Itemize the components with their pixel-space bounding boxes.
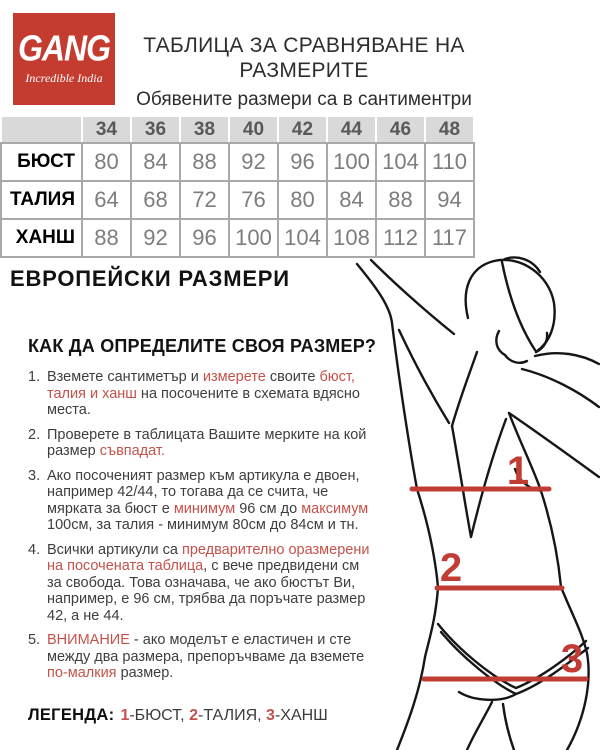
instruction-number: 2. (28, 426, 41, 443)
waist-line-label: 2 (439, 546, 463, 590)
brand-tagline: Incredible India (25, 71, 103, 85)
size-column-header: 38 (180, 116, 229, 143)
highlighted-text: бюст, талия и ханш (47, 369, 355, 402)
instruction-number: 5. (28, 632, 41, 648)
highlighted-text: съвпадат. (99, 443, 165, 459)
size-value-cell: 80 (82, 143, 131, 181)
instruction-item-3 (28, 468, 374, 534)
figure-head-outline (466, 260, 555, 352)
hip-line-label: 3 (560, 637, 584, 681)
size-value-cell: 117 (425, 219, 474, 257)
figure-hair-flick (505, 258, 540, 272)
instruction-number: 1. (28, 369, 41, 385)
figure-underbust (515, 469, 541, 491)
size-value-cell: 110 (425, 143, 474, 181)
size-value-cell: 92 (131, 219, 180, 257)
measurement-row-label: БЮСТ (1, 143, 82, 181)
page-subtitle: Обявените размери са в сантиментри (136, 89, 472, 110)
figure-bikini-crotch (459, 692, 516, 700)
size-column-header: 46 (376, 116, 425, 143)
plain-text: -ХАНШ (274, 707, 328, 724)
size-column-header: 40 (229, 116, 278, 143)
highlighted-text: максимум (301, 500, 369, 517)
brand-name: GANG (18, 27, 110, 69)
brand-logo (13, 13, 115, 105)
bust-line-label: 1 (506, 449, 530, 493)
size-value-cell: 84 (131, 143, 180, 181)
size-table (0, 115, 475, 258)
plain-text: -БЮСТ, (129, 707, 190, 724)
figure-torso-right (506, 413, 589, 750)
plain-text: -ТАЛИЯ, (197, 707, 267, 724)
instruction-text (47, 427, 374, 460)
measurement-row-label: ХАНШ (1, 219, 82, 257)
figure-torso-left (397, 489, 438, 750)
highlighted-text: минимум (173, 500, 236, 517)
size-table-header-row (1, 116, 474, 143)
size-table-corner-cell (1, 116, 82, 143)
figure-neck-shoulder (452, 352, 477, 426)
instruction-item-5 (28, 632, 374, 682)
highlighted-text: по-малкия (47, 665, 117, 681)
size-value-cell: 88 (180, 143, 229, 181)
page-title: ТАБЛИЦА ЗА СРАВНЯВАНЕ НА РАЗМЕРИТЕ (143, 34, 465, 82)
figure-right-arm-upper (535, 353, 599, 364)
instruction-text (47, 542, 374, 625)
size-value-cell: 104 (278, 219, 327, 257)
size-value-cell: 88 (376, 181, 425, 219)
highlighted-text: 3 (266, 707, 275, 724)
size-value-cell: 112 (376, 219, 425, 257)
size-value-cell: 64 (82, 181, 131, 219)
size-value-cell: 108 (327, 219, 376, 257)
size-table-row (1, 143, 474, 181)
instruction-text (47, 468, 374, 534)
plain-text: Всички артикули са (47, 541, 182, 558)
figure-back-v (452, 419, 506, 537)
size-value-cell: 92 (229, 143, 278, 181)
highlighted-text: ВНИМАНИЕ (47, 632, 130, 648)
figure-left-leg-inner (467, 702, 492, 750)
plain-text: своите (265, 369, 320, 385)
figure-bikini-band-1 (438, 624, 586, 688)
figure-neck-curve (505, 355, 527, 363)
size-value-cell: 104 (376, 143, 425, 181)
section-title-european-sizes: ЕВРОПЕЙСКИ РАЗМЕРИ (10, 266, 290, 291)
plain-text: 96 см до (235, 500, 302, 517)
figure-right-leg-inner (503, 704, 514, 750)
size-column-header: 36 (131, 116, 180, 143)
size-value-cell: 100 (327, 143, 376, 181)
section-title-how-to: КАК ДА ОПРЕДЕЛИТЕ СВОЯ РАЗМЕР? (28, 336, 377, 356)
instruction-item-2 (28, 427, 374, 460)
plain-text: , с вече предвидени см за свобода. Това означава, че ако бюстът Ви, например, е 96 см, трябва да поръчате размер 42, а не 44. (47, 558, 366, 624)
plain-text: на посочените в схемата вдясно места. (47, 385, 360, 418)
figure-bikini-band-2 (441, 632, 588, 694)
instruction-item-4 (28, 542, 374, 625)
legend-items (120, 707, 327, 724)
instruction-number: 4. (28, 541, 41, 558)
size-value-cell: 76 (229, 181, 278, 219)
size-table-row (1, 219, 474, 257)
size-column-header: 42 (278, 116, 327, 143)
figure-chin (536, 333, 547, 352)
size-value-cell: 80 (278, 181, 327, 219)
size-value-cell: 100 (229, 219, 278, 257)
instruction-number: 3. (28, 467, 41, 484)
size-value-cell: 96 (180, 219, 229, 257)
size-value-cell: 72 (180, 181, 229, 219)
plain-text: Ако посоченият размер към артикула е двоен, например 42/44, то тогава да се счита, че мярката за бюст е (47, 467, 360, 517)
highlighted-text: измерете (202, 369, 266, 385)
highlighted-text: 1 (120, 707, 130, 724)
size-value-cell: 88 (82, 219, 131, 257)
highlighted-text: 2 (189, 707, 198, 724)
plain-text: Вземете сантиметър и (47, 369, 203, 385)
size-column-header: 44 (327, 116, 376, 143)
instruction-text (47, 632, 374, 682)
size-value-cell: 68 (131, 181, 180, 219)
size-value-cell: 94 (425, 181, 474, 219)
size-table-row (1, 181, 474, 219)
figure-face-profile (496, 331, 505, 355)
plain-text: Проверете в таблицата Вашите мерките на кой размер (47, 426, 367, 459)
instructions-list (28, 369, 374, 690)
size-value-cell: 84 (327, 181, 376, 219)
highlighted-text: предварително оразмерени на посочената таблица (47, 541, 370, 574)
figure-right-arm-lower (522, 369, 599, 407)
size-value-cell: 96 (278, 143, 327, 181)
figure-left-arm-inner (399, 330, 449, 423)
size-column-header: 34 (82, 116, 131, 143)
plain-text: - ако моделът е еластичен и сте между два размера, препоръчваме да вземете (47, 632, 365, 665)
figure-right-armpit (509, 413, 599, 477)
legend (28, 706, 328, 725)
measurement-row-label: ТАЛИЯ (1, 181, 82, 219)
figure-left-forearm (371, 260, 454, 334)
figure-hair-part (502, 262, 535, 350)
page-header (118, 33, 490, 111)
plain-text: 100см, за талия - минимум 80см до 84см и тн. (47, 517, 359, 533)
legend-label: ЛЕГЕНДА: (28, 706, 115, 724)
plain-text: размер. (116, 665, 174, 681)
instruction-text (47, 369, 374, 419)
size-column-header: 48 (425, 116, 474, 143)
instruction-item-1 (28, 369, 374, 419)
